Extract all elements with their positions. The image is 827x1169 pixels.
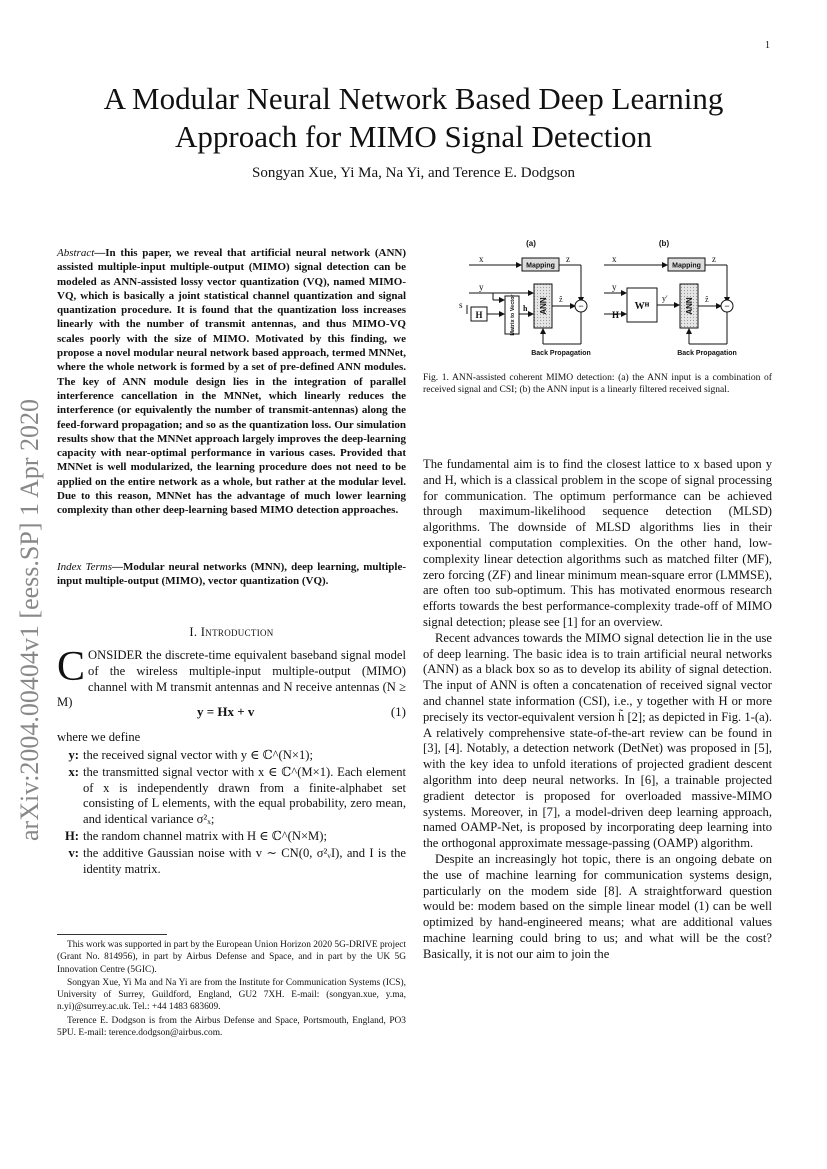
right-column-text xyxy=(423,457,772,963)
arxiv-id: arXiv:2004.00404v1 [eess.SP] 1 Apr 2020 xyxy=(14,399,44,841)
footnote-rule xyxy=(57,934,167,935)
label-zhat-a: ẑ xyxy=(559,295,563,304)
backprop-label-b: Back Propagation xyxy=(677,350,737,357)
definition-symbol: v: xyxy=(68,845,79,860)
label-h-b: H xyxy=(612,310,620,320)
intro-paragraph xyxy=(57,644,406,711)
paragraph: Despite an increasingly hot topic, there is an ongoing debate on the use of machine learning for communication systems design, particularly on the modem side [8]. A straightforward question would be: modem based on the simple linear model (1) can be well optimized by hand-engineered means; what are additional values machine learning could bring to us; and what will be the cost? Basically, it is not our aim to join the xyxy=(423,851,772,961)
footnotes xyxy=(57,939,406,1040)
index-terms xyxy=(57,560,406,589)
index-terms-label: Index Terms xyxy=(57,561,113,573)
label-s: s xyxy=(459,300,463,310)
filter-wh-label: Wᴴ xyxy=(634,301,650,312)
panel-b-label: (b) xyxy=(658,239,670,248)
index-terms-text: —Modular neural networks (MNN), deep learning, multiple-input multiple-output (MIMO), vector quantization (VQ). xyxy=(57,561,406,588)
definition-text: the received signal vector with y ∈ ℂ^(N×1); xyxy=(83,748,313,762)
backprop-label-a: Back Propagation xyxy=(531,350,591,357)
figure-caption: Fig. 1. ANN-assisted coherent MIMO detection: (a) the ANN input is a combination of received signal and CSI; (b) the ANN input is a linearly filtered received signal. xyxy=(423,372,772,396)
definition-item xyxy=(57,748,406,764)
footnote-airbus: Terence E. Dodgson is from the Airbus Defense and Space, Portsmouth, England, PO3 5PU. E-mail: terence.dodgson@airbus.com. xyxy=(57,1015,406,1039)
label-h-upper: H xyxy=(475,310,483,320)
minus-b: − xyxy=(724,301,730,311)
ann-label-b: ANN xyxy=(685,297,694,315)
paragraph: The fundamental aim is to find the closest lattice to x based upon y and H, which is a classical problem in the scope of signal processing for communication. The optimum performance can be achieved through maximum-likelihood sequence detection (MLSD) algorithms. The downside of MLSD algorithms lies in their exponential computation complexities. On the other hand, low-complexity linear detection algorithms such as matched filter (MF), zero forcing (ZF) and linear minimum mean-square error (LMMSE), are often too sub-optimum. This has motivated enormous research efforts towards the best performance-complexity trade-off of MIMO signal detection; please see [1] for an overview. xyxy=(423,457,772,629)
label-h-vector: h xyxy=(523,304,528,313)
section-number: I. xyxy=(189,625,198,639)
label-z: z xyxy=(566,254,570,264)
definition-list xyxy=(57,748,406,878)
abstract xyxy=(57,246,406,518)
minus-a: − xyxy=(578,301,584,311)
matrix-to-vector-label: Matrix to Vector xyxy=(510,294,516,336)
label-y: y xyxy=(479,282,484,292)
definition-symbol: x: xyxy=(68,764,79,779)
paper-title: A Modular Neural Network Based Deep Learning Approach for MIMO Signal Detection xyxy=(103,81,724,154)
mapping-label-b: Mapping xyxy=(672,262,701,270)
intro-text: the discrete-time equivalent baseband signal model of the wireless multiple-input multiple-output (MIMO) channel with M transmit antennas and N receive antennas (N ≥ M) xyxy=(57,648,406,710)
abstract-label: Abstract xyxy=(57,247,95,259)
section-title: Introduction xyxy=(200,625,274,639)
definition-text: the transmitted signal vector with x ∈ ℂ^(M×1). Each element of x is independently drawn from a finite-alphabet set consisting of L elements, with the equal probability, zero mean, and identical variance σ²ₓ; xyxy=(83,764,406,827)
equation-number: (1) xyxy=(390,704,406,719)
label-zhat-b: ẑ xyxy=(705,295,709,304)
label-z-b: z xyxy=(712,254,716,264)
ann-label-a: ANN xyxy=(539,297,548,315)
definition-text: the random channel matrix with H ∈ ℂ^(N×M); xyxy=(83,828,327,843)
panel-a-label: (a) xyxy=(526,239,536,248)
where-text: where we define xyxy=(57,730,141,744)
definition-item xyxy=(57,765,406,828)
intro-first-word: ONSIDER xyxy=(88,648,143,662)
label-y-b: y xyxy=(612,282,617,292)
equation-expression: y = Hx + v xyxy=(197,704,255,719)
definition-symbol: y: xyxy=(68,748,79,762)
definition-item xyxy=(57,846,406,878)
drop-cap: C xyxy=(57,644,86,690)
author-list: Songyan Xue, Yi Ma, Na Yi, and Terence E. Dodgson xyxy=(252,165,575,181)
abstract-text: —In this paper, we reveal that artificial neural network (ANN) assisted multiple-input multiple-output (MIMO) signal detection can be modeled as ANN-assisted lossy vector quantization (VQ), named MIMO-VQ, which is basically a joint statistical channel quantization and signal quantization procedure. It is found that the quantization loss increases linearly with the number of transmit antennas, and thus MIMO-VQ scales poorly with the size of MIMO. Motivated by this finding, we propose a novel modular neural network based approach, termed MNNet, where the whole network is formed by a set of pre-defined ANN modules. The key of ANN module design lies in the integration of parallel interference cancellation in the MNNet, which linearly reduces the interference (or equivalently the number of transmit-antennas) along the feed-forward propagation; and so as the quantization loss. Our simulation results show that the MNNet approach largely improves the deep-learning capacity with near-optimal performance in various cases. Provided that MNNet is well modularized, the learning procedure does not need to be applied on the entire network as a whole, but rather at the modular level. Due to this reason, MNNet has the advantage of much lower learning complexity than other deep-learning based MIMO detection approaches. xyxy=(57,247,406,517)
equation-1 xyxy=(57,704,406,720)
label-x-b: x xyxy=(612,254,617,264)
figure-1-diagram xyxy=(449,238,771,360)
paragraph: Recent advances towards the MIMO signal detection lie in the use of deep learning. The basic idea is to train artificial neural networks (ANN) as a black box so as to develop its ability of signal detection. The input of ANN is often a concatenation of received signal vector and channel state information (CSI), i.e., y together with H or more precisely its vector-equivalent version h̃ [2]; as depicted in Fig. 1-(a). A relatively comprehensive state-of-the-art review can be found in [3], [4]. Notably, a detection network (DetNet) was proposed in [5], with the key idea to unfold iterations of projected gradient descent algorithm into deep neural networks. In [6], a trainable projected gradient detector is proposed for overloaded massive-MIMO systems. Moreover, in [7], a model-driven deep learning approach, named OAMP-Net, is proposed by incorporating deep learning into the orthogonal approximate message-passing (OAMP) algorithm. xyxy=(423,630,772,851)
label-x: x xyxy=(479,254,484,264)
mapping-label: Mapping xyxy=(526,262,555,270)
page-number: 1 xyxy=(765,40,770,51)
label-yprime: y′ xyxy=(662,294,668,303)
figure-1 xyxy=(449,238,771,360)
definition-symbol: H: xyxy=(65,828,79,843)
definition-text: the additive Gaussian noise with v ∼ CN(0, σ²ᵥI), and I is the identity matrix. xyxy=(83,845,406,876)
section-heading xyxy=(57,625,406,640)
definition-item xyxy=(57,829,406,845)
arxiv-stamp xyxy=(2,370,57,870)
footnote-affiliation: Songyan Xue, Yi Ma and Na Yi are from the Institute for Communication Systems (ICS), University of Surrey, Guildford, England, GU2 7XH. E-mail: (songyan.xue, y.ma, n.yi)@surrey.ac.uk. Tel.: +44 1483 683609. xyxy=(57,977,406,1013)
footnote-funding: This work was supported in part by the European Union Horizon 2020 5G-DRIVE project (Grant No. 814956), in part by Airbus Defense and Space, and in part by the UK 5G Innovation Centre (5GIC). xyxy=(57,940,406,975)
